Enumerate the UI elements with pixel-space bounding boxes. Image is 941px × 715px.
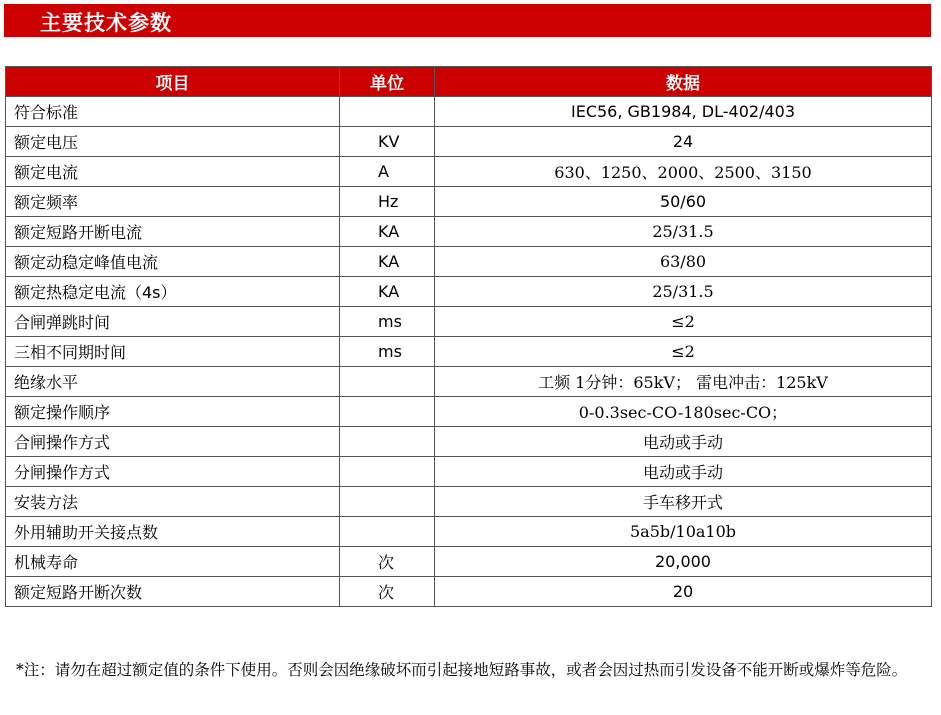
row-unit: KA	[340, 217, 435, 247]
row-unit: KA	[340, 247, 435, 277]
row-item: 三相不同期时间	[6, 337, 340, 367]
row-value: ≤2	[435, 307, 932, 337]
row-item: 额定短路开断次数	[6, 577, 340, 607]
table-row	[6, 247, 932, 277]
row-value: 电动或手动	[435, 427, 932, 457]
row-unit: KV	[340, 127, 435, 157]
row-value: IEC56, GB1984, DL-402/403	[435, 97, 932, 127]
row-value: ≤2	[435, 337, 932, 367]
row-item: 额定频率	[6, 187, 340, 217]
section-title-bar	[4, 4, 931, 37]
table-row	[6, 187, 932, 217]
row-item: 外用辅助开关接点数	[6, 517, 340, 547]
row-item: 合闸弹跳时间	[6, 307, 340, 337]
row-item: 额定动稳定峰值电流	[6, 247, 340, 277]
row-unit: 次	[340, 547, 435, 577]
row-unit	[340, 517, 435, 547]
row-item: 额定短路开断电流	[6, 217, 340, 247]
row-value: 20	[435, 577, 932, 607]
row-item: 额定热稳定电流（4s）	[6, 277, 340, 307]
table-row	[6, 397, 932, 427]
row-unit	[340, 97, 435, 127]
header-value: 数据	[435, 67, 932, 97]
row-value: 24	[435, 127, 932, 157]
table-row	[6, 157, 932, 187]
table-row	[6, 127, 932, 157]
table-row	[6, 217, 932, 247]
row-item: 安装方法	[6, 487, 340, 517]
header-item: 项目	[6, 67, 340, 97]
table-row	[6, 337, 932, 367]
row-item: 额定电压	[6, 127, 340, 157]
row-unit: ms	[340, 337, 435, 367]
row-unit	[340, 427, 435, 457]
row-value: 5a5b/10a10b	[435, 517, 932, 547]
row-value: 630、1250、2000、2500、3150	[435, 157, 932, 187]
row-item: 符合标准	[6, 97, 340, 127]
row-value: 电动或手动	[435, 457, 932, 487]
row-item: 机械寿命	[6, 547, 340, 577]
footnote: *注：请勿在超过额定值的条件下使用。否则会因绝缘破坏而引起接地短路事故，或者会因过热而引发设备不能开断或爆炸等危险。	[16, 661, 908, 679]
table-header-row	[6, 67, 932, 97]
table-row	[6, 427, 932, 457]
row-unit: ms	[340, 307, 435, 337]
row-item: 额定操作顺序	[6, 397, 340, 427]
table-row	[6, 277, 932, 307]
table-row	[6, 517, 932, 547]
row-value: 20,000	[435, 547, 932, 577]
spec-table	[5, 66, 932, 607]
row-value: 0-0.3sec-CO-180sec-CO；	[435, 397, 932, 427]
row-value: 25/31.5	[435, 217, 932, 247]
row-value: 工频 1分钟：65kV； 雷电冲击：125kV	[435, 367, 932, 397]
row-item: 分闸操作方式	[6, 457, 340, 487]
row-item: 额定电流	[6, 157, 340, 187]
row-unit: KA	[340, 277, 435, 307]
row-value: 63/80	[435, 247, 932, 277]
row-value: 25/31.5	[435, 277, 932, 307]
row-value: 手车移开式	[435, 487, 932, 517]
table-row	[6, 487, 932, 517]
table-row	[6, 457, 932, 487]
row-unit: Hz	[340, 187, 435, 217]
row-item: 合闸操作方式	[6, 427, 340, 457]
row-item: 绝缘水平	[6, 367, 340, 397]
table-row	[6, 547, 932, 577]
table-row	[6, 97, 932, 127]
table-row	[6, 577, 932, 607]
row-unit	[340, 367, 435, 397]
table-row	[6, 307, 932, 337]
row-unit	[340, 487, 435, 517]
row-unit: A	[340, 157, 435, 187]
row-unit	[340, 397, 435, 427]
row-value: 50/60	[435, 187, 932, 217]
row-unit	[340, 457, 435, 487]
table-row	[6, 367, 932, 397]
row-unit: 次	[340, 577, 435, 607]
section-title: 主要技术参数	[40, 11, 172, 35]
header-unit: 单位	[340, 67, 435, 97]
